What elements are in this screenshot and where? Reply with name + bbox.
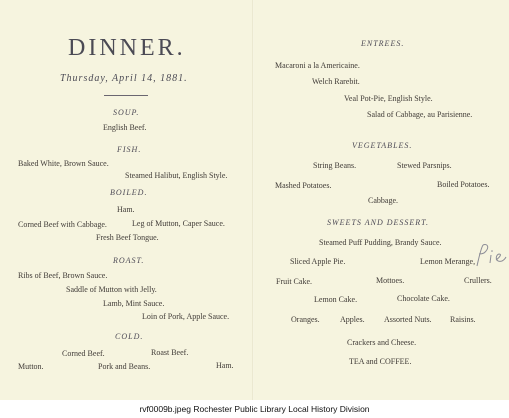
cold-item: Ham.	[216, 361, 234, 370]
entree-item: Macaroni a la Americaine.	[275, 61, 360, 70]
dessert-item: Lemon Merange,	[420, 257, 476, 266]
roast-item: Ribs of Beef, Brown Sauce.	[18, 271, 108, 280]
roast-item: Loin of Pork, Apple Sauce.	[142, 312, 230, 321]
sweets-heading: SWEETS AND DESSERT.	[327, 218, 430, 227]
divider-rule	[104, 95, 148, 96]
dessert-item: Fruit Cake.	[276, 277, 312, 286]
dessert-item: Sliced Apple Pie.	[290, 257, 346, 266]
boiled-item: Corned Beef with Cabbage.	[18, 220, 107, 229]
dessert-item: Lemon Cake.	[314, 295, 358, 304]
entree-item: Welch Rarebit.	[312, 77, 360, 86]
handwritten-pie-annotation	[474, 242, 508, 268]
roast-heading: ROAST.	[113, 256, 145, 265]
entree-item: Salad of Cabbage, au Parisienne.	[367, 110, 473, 119]
vegetable-item: Stewed Parsnips.	[397, 161, 452, 170]
boiled-item: Ham.	[117, 205, 135, 214]
soup-heading: SOUP.	[113, 108, 140, 117]
dessert-item: Steamed Puff Pudding, Brandy Sauce.	[319, 238, 442, 247]
dessert-item: Chocolate Cake.	[397, 294, 450, 303]
roast-item: Lamb, Mint Sauce.	[103, 299, 165, 308]
menu-title: DINNER.	[68, 35, 186, 61]
entrees-heading: ENTREES.	[361, 39, 405, 48]
roast-item: Saddle of Mutton with Jelly.	[66, 285, 157, 294]
vegetable-item: Cabbage.	[368, 196, 398, 205]
dessert-item: Crullers.	[464, 276, 492, 285]
center-fold	[252, 0, 254, 400]
vegetable-item: Mashed Potatoes.	[275, 181, 332, 190]
boiled-item: Fresh Beef Tongue.	[96, 233, 159, 242]
vegetables-heading: VEGETABLES.	[352, 141, 413, 150]
boiled-item: Leg of Mutton, Caper Sauce.	[132, 219, 225, 228]
fish-heading: FISH.	[117, 145, 142, 154]
cold-item: Pork and Beans.	[98, 362, 151, 371]
cold-item: Roast Beef.	[151, 348, 189, 357]
image-caption: rvf0009b.jpeg Rochester Public Library Local History Division	[139, 404, 370, 414]
menu-date: Thursday, April 14, 1881.	[60, 73, 188, 84]
entree-item: Veal Pot-Pie, English Style.	[344, 94, 433, 103]
dessert-item: Assorted Nuts.	[384, 315, 432, 324]
cold-heading: COLD.	[115, 332, 144, 341]
dessert-item: Raisins.	[450, 315, 476, 324]
vegetable-item: String Beans.	[313, 161, 357, 170]
dessert-item: Oranges.	[291, 315, 320, 324]
fish-item: Steamed Halibut, English Style.	[125, 171, 228, 180]
dessert-item: Apples.	[340, 315, 365, 324]
soup-item: English Beef.	[103, 123, 147, 132]
cold-item: Corned Beef.	[62, 349, 105, 358]
crackers-item: Crackers and Cheese.	[347, 338, 417, 347]
cold-item: Mutton.	[18, 362, 44, 371]
vegetable-item: Boiled Potatoes.	[437, 180, 490, 189]
fish-item: Baked White, Brown Sauce.	[18, 159, 109, 168]
boiled-heading: BOILED.	[110, 188, 148, 197]
beverages-item: TEA and COFFEE.	[349, 357, 412, 366]
dessert-item: Mottoes.	[376, 276, 405, 285]
